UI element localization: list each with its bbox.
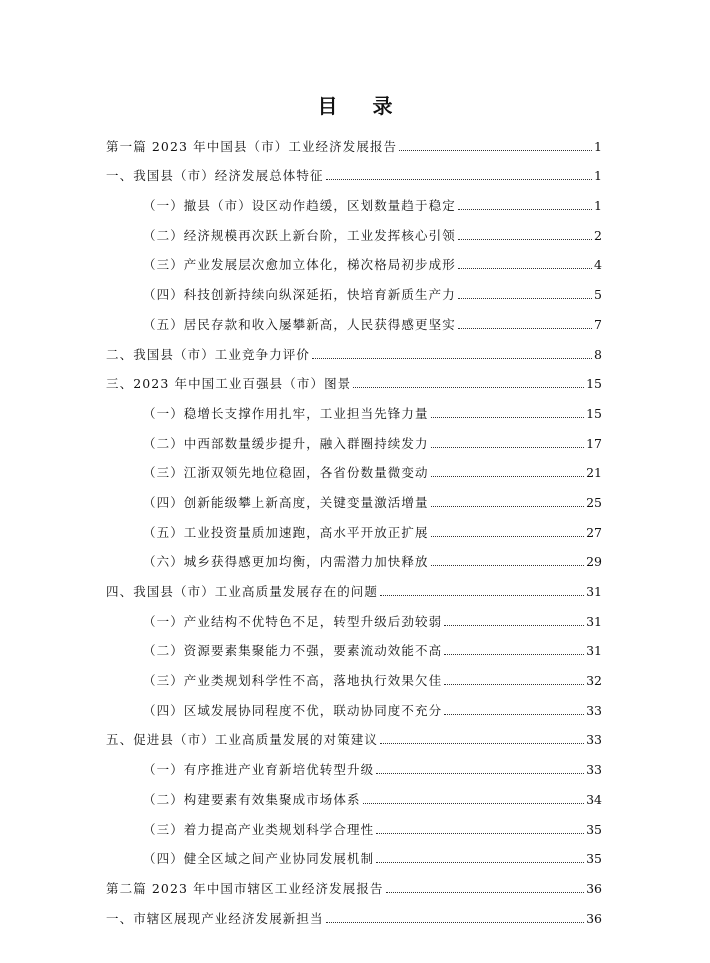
- toc-dot-leader: [363, 803, 584, 804]
- toc-page-number: 21: [586, 465, 602, 481]
- toc-dot-leader: [458, 328, 592, 329]
- toc-dot-leader: [431, 476, 584, 477]
- toc-dot-leader: [444, 684, 584, 685]
- toc-dot-leader: [386, 892, 585, 893]
- toc-entry[interactable]: [106, 155, 602, 185]
- toc-entry[interactable]: [106, 422, 602, 452]
- toc-dot-leader: [380, 595, 584, 596]
- toc-entry-text: 第二篇 2023 年中国市辖区工业经济发展报告: [106, 880, 384, 896]
- toc-dot-leader: [376, 773, 584, 774]
- toc-page-number: 31: [586, 584, 602, 599]
- toc-entry-text: （一）撤县（市）设区动作趋缓，区划数量趋于稳定: [143, 198, 456, 214]
- toc-page-number: 35: [586, 851, 602, 867]
- toc-page-number: 2: [594, 227, 602, 243]
- toc-entry[interactable]: [106, 600, 602, 630]
- toc-dot-leader: [458, 209, 592, 210]
- toc-entry-text: （一）有序推进产业育新培优转型升级: [143, 762, 375, 778]
- toc-entry-text: （二）构建要素有效集聚成市场体系: [143, 791, 361, 807]
- toc-entry-text: （五）工业投资量质加速跑，高水平开放正扩展: [143, 524, 429, 540]
- toc-entry[interactable]: [106, 570, 602, 600]
- toc-dot-leader: [431, 536, 584, 537]
- toc-page-number: 1: [594, 138, 602, 154]
- toc-entry[interactable]: [106, 214, 602, 244]
- toc-page-number: 4: [594, 257, 602, 273]
- toc-entry[interactable]: [106, 333, 602, 363]
- toc-page-number: 36: [586, 910, 602, 926]
- toc-entry-text: （六）城乡获得感更加均衡，内需潜力加快释放: [143, 554, 429, 570]
- toc-dot-leader: [376, 833, 584, 834]
- toc-page-number: 1: [594, 198, 602, 214]
- toc-entry[interactable]: [106, 541, 602, 571]
- toc-entry[interactable]: [106, 838, 602, 868]
- toc-page-number: 15: [586, 405, 602, 421]
- toc-page-number: 33: [586, 762, 602, 778]
- toc-entry-text: 三、2023 年中国工业百强县（市）图景: [106, 376, 352, 392]
- toc-entry[interactable]: [106, 511, 602, 541]
- toc-dot-leader: [326, 922, 584, 923]
- toc-page-number: 35: [586, 821, 602, 837]
- toc-page-number: 25: [586, 494, 602, 510]
- toc-dot-leader: [458, 268, 592, 269]
- toc-entry-text: （四）创新能级攀上新高度，关键变量激活增量: [143, 494, 429, 510]
- toc-dot-leader: [312, 358, 592, 359]
- toc-entry[interactable]: [106, 452, 602, 482]
- toc-dot-leader: [399, 150, 592, 151]
- toc-entry-text: （二）资源要素集聚能力不强，要素流动效能不高: [143, 643, 443, 659]
- toc-page-number: 15: [586, 376, 602, 392]
- toc-dot-leader: [431, 565, 584, 566]
- toc-entry[interactable]: [106, 630, 602, 660]
- toc-entry[interactable]: [106, 748, 602, 778]
- toc-dot-leader: [376, 862, 584, 863]
- toc-entry-text: （五）居民存款和收入屡攀新高，人民获得感更坚实: [143, 316, 456, 332]
- toc-page-number: 33: [586, 732, 602, 748]
- toc-entry-text: （一）稳增长支撑作用扎牢，工业担当先锋力量: [143, 405, 429, 421]
- toc-entry-text: （二）中西部数量缓步提升，融入群圈持续发力: [143, 435, 429, 451]
- toc-entry[interactable]: [106, 392, 602, 422]
- toc-entry-text: （三）江浙双领先地位稳固，各省份数量微变动: [143, 465, 429, 481]
- toc-entry-text: 四、我国县（市）工业高质量发展存在的问题: [106, 584, 379, 599]
- toc-entry-text: （四）健全区域之间产业协同发展机制: [143, 851, 375, 867]
- toc-dot-leader: [444, 654, 584, 655]
- toc-dot-leader: [431, 417, 584, 418]
- toc-page-number: 33: [586, 702, 602, 718]
- toc-page-number: 8: [594, 346, 602, 362]
- toc-entry-text: （三）着力提高产业类规划科学合理性: [143, 821, 375, 837]
- toc-entry-text: （三）产业发展层次愈加立体化，梯次格局初步成形: [143, 257, 456, 273]
- toc-entry[interactable]: [106, 897, 602, 927]
- toc-page-number: 31: [586, 613, 602, 629]
- table-of-contents: [106, 125, 602, 927]
- toc-dot-leader: [431, 506, 584, 507]
- toc-entry[interactable]: [106, 867, 602, 897]
- toc-page-number: 36: [586, 880, 602, 896]
- toc-entry[interactable]: [106, 778, 602, 808]
- toc-page-number: 7: [594, 316, 602, 332]
- toc-dot-leader: [444, 714, 584, 715]
- toc-entry-text: 二、我国县（市）工业竞争力评价: [106, 346, 311, 362]
- toc-page-number: 5: [594, 287, 602, 303]
- toc-title: 目 录: [317, 94, 407, 118]
- toc-entry-text: 一、市辖区展现产业经济发展新担当: [106, 910, 324, 926]
- toc-entry-text: （四）科技创新持续向纵深延拓，快培育新质生产力: [143, 287, 456, 303]
- toc-dot-leader: [326, 179, 592, 180]
- toc-entry[interactable]: [106, 125, 602, 155]
- toc-dot-leader: [458, 298, 592, 299]
- toc-entry-text: 第一篇 2023 年中国县（市）工业经济发展报告: [106, 138, 398, 154]
- toc-entry-text: 一、我国县（市）经济发展总体特征: [106, 168, 324, 184]
- toc-dot-leader: [458, 239, 592, 240]
- toc-dot-leader: [444, 625, 584, 626]
- toc-entry[interactable]: [106, 273, 602, 303]
- toc-entry[interactable]: [106, 719, 602, 749]
- toc-entry[interactable]: [106, 808, 602, 838]
- toc-page-number: 31: [586, 643, 602, 659]
- toc-dot-leader: [353, 387, 584, 388]
- toc-page-number: 27: [586, 524, 602, 540]
- toc-page-number: 1: [594, 168, 602, 184]
- toc-dot-leader: [431, 447, 584, 448]
- toc-entry-text: （一）产业结构不优特色不足，转型升级后劲较弱: [143, 613, 443, 629]
- toc-entry-text: （三）产业类规划科学性不高，落地执行效果欠佳: [143, 673, 443, 689]
- toc-page-number: 34: [586, 791, 602, 807]
- toc-entry-text: 五、促进县（市）工业高质量发展的对策建议: [106, 732, 379, 748]
- toc-entry[interactable]: [106, 659, 602, 689]
- toc-entry-text: （二）经济规模再次跃上新台阶，工业发挥核心引领: [143, 227, 456, 243]
- toc-entry-text: （四）区域发展协同程度不优，联动协同度不充分: [143, 702, 443, 718]
- toc-entry[interactable]: [106, 481, 602, 511]
- toc-dot-leader: [380, 743, 584, 744]
- toc-page-number: 29: [586, 554, 602, 570]
- toc-entry[interactable]: [106, 303, 602, 333]
- toc-entry[interactable]: [106, 244, 602, 274]
- toc-page-number: 17: [586, 435, 602, 451]
- toc-entry[interactable]: [106, 363, 602, 393]
- toc-entry[interactable]: [106, 184, 602, 214]
- toc-entry[interactable]: [106, 689, 602, 719]
- toc-page-number: 32: [586, 673, 602, 689]
